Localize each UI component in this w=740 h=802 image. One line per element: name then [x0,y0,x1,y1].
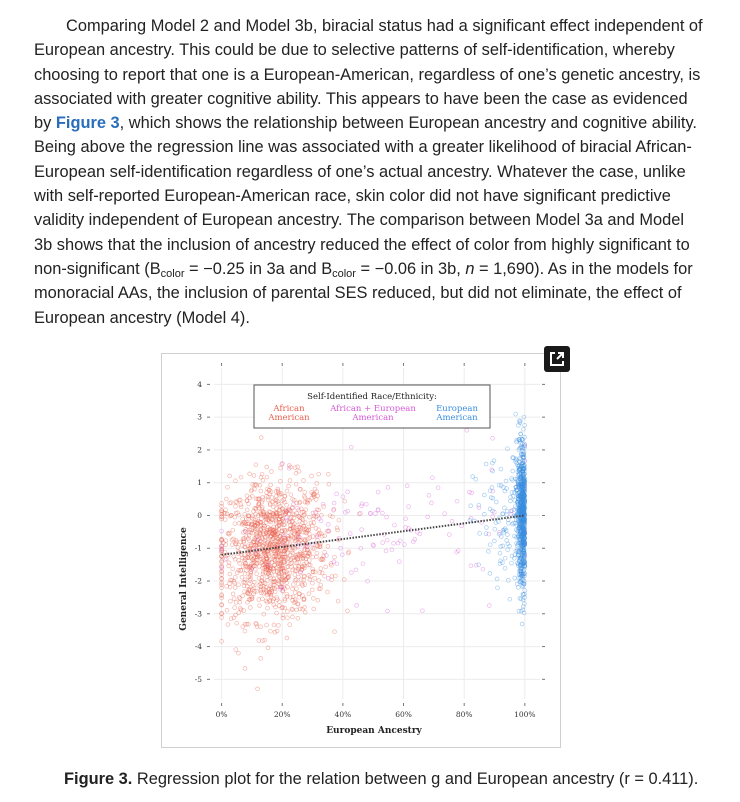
data-point [291,615,295,619]
paragraph-text-1: Comparing Model 2 and Model 3b, biracial status had a significant effect independent of European ancestry. This could be due to selective patterns of self-identification, whereby choosing to report that one is a European-American, regardless of one’s genetic ancestry, is associated with greater cognitive ability. This appears to have been the case as evidenced by [34,17,703,133]
data-point [303,521,307,525]
data-point [398,560,402,564]
data-point [323,534,327,538]
data-point [245,508,249,512]
data-point [313,576,317,580]
data-point [310,474,314,478]
data-point [293,466,297,470]
data-point [506,533,510,537]
data-point [269,629,273,633]
data-point [225,608,229,612]
data-point [493,527,497,531]
data-point [233,586,237,590]
data-point [404,517,408,521]
data-point [223,558,227,562]
data-point [273,573,277,577]
paragraph-text-3: = −0.25 in 3a and B [184,259,333,278]
data-point [226,485,230,489]
data-point [286,585,290,589]
data-point [495,577,499,581]
data-point [277,624,281,628]
data-point [259,657,263,661]
data-point [511,494,515,498]
data-point [405,484,409,488]
data-point [229,599,233,603]
data-point [325,554,329,558]
data-point [392,541,396,545]
data-point [311,555,315,559]
data-point [233,522,237,526]
data-point [240,575,244,579]
data-point [248,472,252,476]
data-point [443,512,447,516]
n-italic: n [465,259,475,278]
data-point [233,576,237,580]
data-point [499,467,503,471]
data-point [340,553,344,557]
data-point [512,556,516,560]
data-point [286,616,290,620]
data-point [275,611,279,615]
data-point [286,610,290,614]
data-point [272,623,276,627]
data-point [228,582,232,586]
data-point [231,528,235,532]
figure-3[interactable] [161,353,561,748]
data-point [296,465,300,469]
data-point [257,639,261,643]
data-point [319,583,323,587]
data-point [243,667,247,671]
data-point [278,600,282,604]
data-point [237,651,241,655]
data-point [285,636,289,640]
data-point [447,533,451,537]
data-point [396,541,400,545]
data-point [289,493,293,497]
data-point [239,475,243,479]
data-point [288,571,292,575]
data-point [296,616,300,620]
data-point [386,486,390,490]
data-point [508,597,512,601]
data-point [350,571,354,575]
data-point [241,625,245,629]
data-point [224,497,228,501]
data-point [293,564,297,568]
data-point [296,582,300,586]
y-axis-label: General Intelligence [179,527,189,631]
data-point [348,532,352,536]
data-point [253,487,257,491]
data-point [224,539,228,543]
data-point [337,518,341,522]
data-point [288,479,292,483]
data-point [360,528,364,532]
data-point [237,583,241,587]
data-point [506,579,510,583]
data-point [257,598,261,602]
y-tick-label: -2 [194,576,202,586]
data-point [234,479,238,483]
data-point [514,412,518,416]
data-point [335,492,339,496]
data-point [496,586,500,590]
data-point [407,505,411,509]
x-axis-label: European Ancestry [326,726,422,736]
data-point [287,484,291,488]
data-point [232,597,236,601]
data-point [297,501,301,505]
data-point [477,563,481,567]
data-point [326,472,330,476]
legend-entry-biracial-line1: African + European [330,404,416,414]
data-point [223,518,227,522]
data-point [261,597,265,601]
caption-text: Regression plot for the relation between g and European ancestry (r = 0.411). [132,770,699,788]
data-point [293,573,297,577]
data-point [231,592,235,596]
data-point [515,582,519,586]
x-tick-label: 20% [273,710,291,719]
figure-3-link[interactable]: Figure 3 [55,114,120,133]
data-point [485,526,489,530]
data-point [238,600,242,604]
regression-scatter-chart [162,354,560,747]
data-point [450,519,454,523]
data-point [254,463,258,467]
data-point [346,490,350,494]
data-point [361,562,365,566]
y-tick-label: 3 [197,412,202,422]
data-point [243,629,247,633]
data-point [270,470,274,474]
legend-entry-biracial-line2: American [352,413,394,423]
y-tick-label: 4 [197,379,202,389]
data-point [493,539,497,543]
data-point [256,687,260,691]
data-point [321,502,325,506]
y-tick-label: 2 [197,445,202,455]
data-point [312,607,316,611]
data-point [228,585,232,589]
data-point [270,496,274,500]
y-tick-label: -5 [194,674,202,684]
x-tick-label: 40% [334,710,352,719]
data-point [326,576,330,580]
data-point [430,501,434,505]
data-point [326,590,330,594]
legend-title: Self-Identified Race/Ethnicity: [307,392,437,402]
data-point [427,493,431,497]
data-point [510,561,514,565]
data-point [517,609,521,613]
body-paragraph [34,14,706,330]
data-point [346,609,350,613]
caption-label: Figure 3. [64,770,133,788]
data-point [291,583,295,587]
subscript-color-2: color [332,267,356,280]
data-point [314,498,318,502]
data-point [477,503,481,507]
data-point [269,483,273,487]
data-point [376,490,380,494]
data-point [386,609,390,613]
data-point [285,503,289,507]
data-point [514,457,518,461]
data-point [248,606,252,610]
data-point [509,499,513,503]
data-point [316,598,320,602]
data-point [488,572,492,576]
data-point [469,504,473,508]
series-african-american [220,436,362,691]
data-point [336,599,340,603]
y-tick-label: 0 [197,510,202,520]
data-point [398,539,402,543]
y-tick-label: -1 [194,543,202,553]
data-point [381,541,385,545]
data-point [384,549,388,553]
data-point [266,606,270,610]
y-tick-label: -3 [194,609,202,619]
data-point [481,567,485,571]
data-point [297,575,301,579]
data-point [259,625,263,629]
data-point [265,465,269,469]
data-point [259,489,263,493]
data-point [455,499,459,503]
data-point [307,592,311,596]
data-point [518,596,522,600]
data-point [421,609,425,613]
data-point [333,555,337,559]
data-point [293,591,297,595]
data-point [265,475,269,479]
data-point [491,436,495,440]
data-point [303,490,307,494]
data-point [312,597,316,601]
data-point [359,511,363,515]
data-point [498,551,502,555]
data-point [491,469,495,473]
data-point [294,471,298,475]
data-point [228,474,232,478]
data-point [314,555,318,559]
subscript-color-1: color [160,267,185,280]
data-point [291,587,295,591]
data-point [226,623,230,627]
data-point [381,511,385,515]
data-point [315,482,319,486]
legend-entry-european-line1: European [436,404,478,414]
data-point [520,622,524,626]
data-point [231,567,235,571]
data-point [265,623,269,627]
data-point [469,564,473,568]
data-point [385,538,389,542]
data-point [319,567,323,571]
data-point [295,587,299,591]
data-point [288,623,292,627]
data-point [302,479,306,483]
data-point [431,476,435,480]
data-point [228,572,232,576]
figure-caption [64,770,698,789]
data-point [354,568,358,572]
data-point [511,469,515,473]
data-point [346,551,350,555]
data-point [326,544,330,548]
data-point [266,498,270,502]
series-european-american [468,412,527,626]
legend-entry-african-line2: American [268,413,310,423]
data-point [513,576,517,580]
x-tick-label: 80% [455,710,473,719]
data-point [393,523,397,527]
data-point [311,581,315,585]
external-link-glyph [544,346,570,372]
data-point [503,566,507,570]
data-point [225,584,229,588]
data-point [355,604,359,608]
paragraph-text-5: = 1,690). As in the models for monoracial AAs, the inclusion of parental SES reduced, but did not eliminate, the effect of European ancestry (Model 4). [34,259,693,327]
data-point [318,571,322,575]
paragraph-text-2: , which shows the relationship between European ancestry and cognitive ability. Being above the regression line was associated with a greater likelihood of biracial African-European self-identification regardless of one’s actual ancestry. Whatever the case, unlike with self-reported European-American race, skin color did not have significant predictive validity independent of European ancestry. The comparison between Model 3a and Model 3b shows that the inclusion of ancestry reduced the effect of color from highly significant to non-significant (B [34,114,697,278]
data-point [315,551,319,555]
y-tick-label: 1 [197,478,202,488]
x-tick-label: 0% [215,710,228,719]
data-point [505,539,509,543]
data-point [487,550,491,554]
data-point [490,486,494,490]
data-point [234,505,238,509]
x-tick-label: 100% [514,710,536,719]
data-point [503,506,507,510]
data-point [333,630,337,634]
data-point [317,472,321,476]
data-point [293,578,297,582]
data-point [258,604,262,608]
data-point [482,493,486,497]
data-point [349,445,353,449]
data-point [259,436,263,440]
paragraph-text-4: = −0.06 in 3b, [355,259,466,278]
chart-legend [254,385,490,428]
data-point [494,500,498,504]
data-point [224,508,228,512]
data-point [295,608,299,612]
legend-entry-european-line2: American [436,413,478,423]
data-point [364,502,368,506]
data-point [503,556,507,560]
data-point [332,501,336,505]
x-tick-label: 60% [395,710,412,719]
external-link-icon[interactable] [544,346,570,372]
data-point [471,475,475,479]
data-point [487,604,491,608]
data-point [326,523,330,527]
data-point [488,543,492,547]
data-point [436,486,440,490]
data-point [255,572,259,576]
data-point [235,501,239,505]
data-point [484,462,488,466]
data-point [310,588,314,592]
data-point [334,574,338,578]
data-point [509,495,513,499]
data-point [239,503,243,507]
data-point [478,532,482,536]
data-point [252,474,256,478]
data-point [465,428,469,432]
legend-entry-african-line1: African [273,404,305,414]
data-point [336,528,340,532]
data-point [233,606,237,610]
data-point [234,648,238,652]
y-tick-label: -4 [194,642,202,652]
data-point [372,544,376,548]
data-point [237,596,241,600]
data-point [324,565,328,569]
data-point [285,592,289,596]
data-point [234,601,238,605]
data-point [317,579,321,583]
data-point [285,489,289,493]
data-point [235,621,239,625]
